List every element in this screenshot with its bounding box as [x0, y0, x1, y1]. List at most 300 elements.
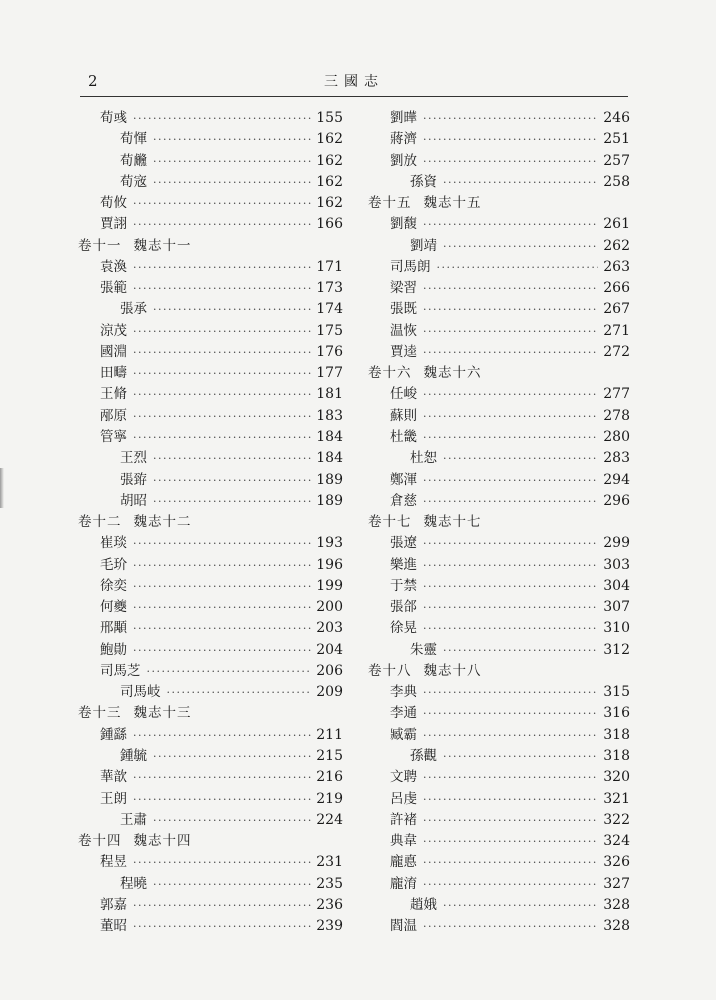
entry-page-number: 326: [603, 854, 630, 871]
entry-page-number: 193: [316, 535, 343, 552]
toc-entry: [78, 661, 343, 682]
entry-name: 王烈: [120, 450, 147, 467]
toc-entry: [78, 555, 343, 576]
entry-page-number: 310: [603, 620, 630, 637]
entry-name: 龐淯: [390, 875, 417, 892]
dot-leader: [133, 278, 311, 299]
dot-leader: [423, 491, 598, 512]
toc-column-left: [78, 108, 343, 934]
toc-entry: [78, 342, 343, 363]
entry-page-number: 189: [316, 471, 343, 488]
toc-entry: [368, 916, 630, 937]
entry-name: 許褚: [390, 811, 417, 828]
entry-page-number: 200: [316, 599, 343, 616]
dot-leader: [133, 852, 311, 873]
entry-page-number: 231: [316, 854, 343, 871]
dot-leader: [133, 789, 311, 810]
entry-name: 梁習: [390, 280, 417, 297]
toc-entry: [368, 831, 630, 852]
entry-page-number: 272: [603, 343, 630, 360]
dot-leader: [423, 852, 598, 873]
entry-name: 臧霸: [390, 726, 417, 743]
section-volume: 卷十四: [78, 833, 122, 850]
toc-entry: [78, 470, 343, 491]
toc-entry: [78, 363, 343, 384]
toc-entry: [368, 533, 630, 554]
toc-entry: [368, 151, 630, 172]
entry-page-number: 177: [316, 365, 343, 382]
dot-leader: [423, 406, 598, 427]
entry-name: 朱靈: [410, 641, 437, 658]
entry-page-number: 235: [316, 875, 343, 892]
entry-name: 蘇則: [390, 407, 417, 424]
entry-name: 典韋: [390, 833, 417, 850]
dot-leader: [423, 831, 598, 852]
toc-entry: [78, 810, 343, 831]
entry-page-number: 155: [316, 110, 343, 126]
dot-leader: [153, 151, 311, 172]
entry-name: 鄭渾: [390, 471, 417, 488]
header-rule: [80, 96, 628, 97]
dot-leader: [423, 597, 598, 618]
entry-page-number: 176: [316, 343, 343, 360]
entry-name: 邢顒: [100, 620, 127, 637]
section-volume: 卷十三: [78, 705, 122, 722]
entry-page-number: 315: [603, 684, 630, 701]
dot-leader: [423, 321, 598, 342]
entry-name: 鍾繇: [100, 726, 127, 743]
toc-entry: [78, 214, 343, 235]
dot-leader: [423, 129, 598, 150]
toc-entry: [368, 342, 630, 363]
entry-name: 杜畿: [390, 428, 417, 445]
toc-entry: [368, 321, 630, 342]
entry-page-number: 166: [316, 216, 343, 233]
toc-entry: [368, 767, 630, 788]
entry-name: 鮑勛: [100, 641, 127, 658]
toc-section-heading: [368, 661, 630, 682]
dot-leader: [153, 491, 311, 512]
toc-entry: [368, 703, 630, 724]
dot-leader: [133, 342, 311, 363]
entry-page-number: 196: [316, 556, 343, 573]
entry-name: 管寧: [100, 428, 127, 445]
entry-page-number: 162: [316, 195, 343, 212]
entry-name: 徐奕: [100, 577, 127, 594]
dot-leader: [133, 384, 311, 405]
dot-leader: [423, 384, 598, 405]
toc-entry: [368, 214, 630, 235]
entry-name: 賈逵: [390, 343, 417, 360]
dot-leader: [423, 682, 598, 703]
dot-leader: [423, 108, 598, 129]
toc-entry: [368, 384, 630, 405]
toc-entry: [78, 533, 343, 554]
entry-page-number: 322: [603, 811, 630, 828]
dot-leader: [443, 746, 598, 767]
toc-entry: [78, 108, 343, 129]
section-title: 魏志十四: [133, 833, 192, 850]
entry-name: 何夔: [100, 599, 127, 616]
entry-name: 邴原: [100, 407, 127, 424]
dot-leader: [133, 767, 311, 788]
entry-page-number: 239: [316, 918, 343, 935]
section-volume: 卷十八: [368, 662, 412, 679]
dot-leader: [133, 321, 311, 342]
entry-page-number: 262: [603, 237, 630, 254]
dot-leader: [423, 299, 598, 320]
entry-page-number: 283: [603, 450, 630, 467]
toc-entry: [78, 491, 343, 512]
toc-entry: [368, 640, 630, 661]
toc-entry: [78, 172, 343, 193]
toc-entry: [78, 278, 343, 299]
entry-name: 國淵: [100, 343, 127, 360]
entry-page-number: 251: [603, 131, 630, 148]
entry-name: 荀攸: [100, 195, 127, 212]
entry-page-number: 206: [316, 662, 343, 679]
entry-name: 賈詡: [100, 216, 127, 233]
entry-name: 程昱: [100, 854, 127, 871]
toc-entry: [368, 895, 630, 916]
toc-entry: [78, 874, 343, 895]
entry-page-number: 318: [603, 726, 630, 743]
dot-leader: [423, 470, 598, 491]
entry-page-number: 173: [316, 280, 343, 297]
entry-page-number: 162: [316, 173, 343, 190]
entry-page-number: 183: [316, 407, 343, 424]
entry-name: 荀虪: [120, 152, 147, 169]
toc-entry: [368, 725, 630, 746]
dot-leader: [133, 214, 311, 235]
entry-page-number: 280: [603, 428, 630, 445]
dot-leader: [153, 810, 311, 831]
dot-leader: [423, 151, 598, 172]
toc-entry: [78, 916, 343, 937]
dot-leader: [423, 342, 598, 363]
dot-leader: [423, 214, 598, 235]
entry-name: 劉曄: [390, 110, 417, 126]
dot-leader: [133, 427, 311, 448]
entry-name: 王肅: [120, 811, 147, 828]
toc-entry: [78, 725, 343, 746]
section-title: 魏志十八: [423, 662, 482, 679]
entry-page-number: 278: [603, 407, 630, 424]
toc-entry: [78, 576, 343, 597]
dot-leader: [147, 661, 312, 682]
section-title: 魏志十二: [133, 514, 192, 531]
dot-leader: [423, 533, 598, 554]
entry-name: 袁渙: [100, 258, 127, 275]
dot-leader: [133, 618, 311, 639]
toc-entry: [78, 767, 343, 788]
entry-name: 趙娥: [410, 896, 437, 913]
entry-name: 張郃: [390, 599, 417, 616]
toc-section-heading: [368, 512, 630, 533]
entry-page-number: 316: [603, 705, 630, 722]
toc-entry: [78, 151, 343, 172]
entry-page-number: 277: [603, 386, 630, 403]
dot-leader: [133, 193, 311, 214]
dot-leader: [443, 640, 598, 661]
entry-page-number: 299: [603, 535, 630, 552]
toc-entry: [368, 257, 630, 278]
toc-entry: [78, 299, 343, 320]
entry-name: 閻温: [390, 918, 417, 935]
toc-entry: [368, 491, 630, 512]
section-title: 魏志十三: [133, 705, 192, 722]
dot-leader: [153, 172, 311, 193]
dot-leader: [423, 427, 598, 448]
entry-name: 呂虔: [390, 790, 417, 807]
toc-entry: [78, 597, 343, 618]
entry-name: 劉馥: [390, 216, 417, 233]
entry-page-number: 258: [603, 173, 630, 190]
toc-entry: [78, 321, 343, 342]
dot-leader: [423, 576, 598, 597]
section-volume: 卷十五: [368, 195, 412, 212]
entry-name: 李通: [390, 705, 417, 722]
toc-entry: [368, 682, 630, 703]
toc-entry: [368, 555, 630, 576]
entry-name: 樂進: [390, 556, 417, 573]
toc-column-right: [368, 108, 630, 934]
entry-page-number: 324: [603, 833, 630, 850]
entry-page-number: 219: [316, 790, 343, 807]
toc-entry: [78, 406, 343, 427]
section-volume: 卷十六: [368, 365, 412, 382]
entry-page-number: 303: [603, 556, 630, 573]
toc-entry: [368, 874, 630, 895]
dot-leader: [133, 640, 311, 661]
entry-page-number: 162: [316, 152, 343, 169]
entry-name: 任峻: [390, 386, 417, 403]
entry-page-number: 328: [603, 896, 630, 913]
dot-leader: [423, 555, 598, 576]
entry-name: 温恢: [390, 322, 417, 339]
toc-section-heading: [368, 363, 630, 384]
entry-name: 張既: [390, 301, 417, 318]
entry-page-number: 181: [316, 386, 343, 403]
dot-leader: [443, 895, 598, 916]
entry-page-number: 318: [603, 747, 630, 764]
toc-section-heading: [78, 236, 343, 257]
toc-entry: [78, 789, 343, 810]
dot-leader: [133, 916, 311, 937]
toc-entry: [368, 299, 630, 320]
dot-leader: [423, 767, 598, 788]
entry-page-number: 328: [603, 918, 630, 935]
dot-leader: [133, 597, 311, 618]
entry-page-number: 296: [603, 492, 630, 509]
dot-leader: [167, 682, 312, 703]
entry-name: 龐悳: [390, 854, 417, 871]
dot-leader: [153, 874, 311, 895]
toc-entry: [368, 406, 630, 427]
entry-page-number: 211: [316, 726, 343, 743]
entry-name: 孫資: [410, 173, 437, 190]
dot-leader: [443, 448, 598, 469]
entry-name: 華歆: [100, 769, 127, 786]
entry-name: 田疇: [100, 365, 127, 382]
entry-page-number: 171: [316, 258, 343, 275]
entry-page-number: 321: [603, 790, 630, 807]
entry-name: 王脩: [100, 386, 127, 403]
dot-leader: [443, 236, 598, 257]
entry-page-number: 204: [316, 641, 343, 658]
dot-leader: [153, 746, 311, 767]
dot-leader: [153, 299, 311, 320]
entry-page-number: 257: [603, 152, 630, 169]
dot-leader: [133, 555, 311, 576]
entry-name: 董昭: [100, 918, 127, 935]
toc-entry: [78, 129, 343, 150]
entry-name: 荀彧: [100, 110, 127, 126]
toc-entry: [78, 257, 343, 278]
toc-entry: [368, 470, 630, 491]
entry-page-number: 209: [316, 684, 343, 701]
toc-entry: [368, 236, 630, 257]
entry-page-number: 175: [316, 322, 343, 339]
entry-page-number: 203: [316, 620, 343, 637]
toc-entry: [368, 789, 630, 810]
toc-entry: [368, 852, 630, 873]
entry-page-number: 327: [603, 875, 630, 892]
entry-page-number: 199: [316, 577, 343, 594]
dot-leader: [153, 470, 311, 491]
entry-name: 徐晃: [390, 620, 417, 637]
running-title: 三國志: [324, 74, 384, 90]
entry-page-number: 184: [316, 428, 343, 445]
entry-name: 郭嘉: [100, 896, 127, 913]
entry-name: 王朗: [100, 790, 127, 807]
toc-section-heading: [78, 512, 343, 533]
entry-name: 荀宼: [120, 173, 147, 190]
entry-name: 杜恕: [410, 450, 437, 467]
section-title: 魏志十六: [423, 365, 482, 382]
toc-entry: [78, 852, 343, 873]
entry-name: 張臶: [120, 471, 147, 488]
toc-entry: [368, 172, 630, 193]
entry-page-number: 304: [603, 577, 630, 594]
entry-name: 倉慈: [390, 492, 417, 509]
entry-name: 張範: [100, 280, 127, 297]
entry-page-number: 215: [316, 747, 343, 764]
section-title: 魏志十五: [423, 195, 482, 212]
entry-page-number: 271: [603, 322, 630, 339]
entry-name: 劉放: [390, 152, 417, 169]
dot-leader: [423, 810, 598, 831]
entry-name: 司馬朗: [390, 258, 431, 275]
entry-name: 李典: [390, 684, 417, 701]
entry-name: 毛玠: [100, 556, 127, 573]
dot-leader: [133, 576, 311, 597]
entry-name: 劉靖: [410, 237, 437, 254]
entry-page-number: 320: [603, 769, 630, 786]
dot-leader: [133, 725, 311, 746]
section-title: 魏志十一: [133, 237, 192, 254]
dot-leader: [437, 257, 599, 278]
entry-name: 鍾毓: [120, 747, 147, 764]
page-number: 2: [88, 72, 98, 90]
dot-leader: [423, 789, 598, 810]
entry-page-number: 162: [316, 131, 343, 148]
entry-page-number: 261: [603, 216, 630, 233]
toc-entry: [368, 618, 630, 639]
dot-leader: [423, 874, 598, 895]
toc-entry: [78, 427, 343, 448]
dot-leader: [423, 916, 598, 937]
entry-name: 荀惲: [120, 131, 147, 148]
dot-leader: [133, 533, 311, 554]
entry-name: 司馬芝: [100, 662, 141, 679]
dot-leader: [153, 129, 311, 150]
toc-entry: [78, 448, 343, 469]
toc-entry: [368, 129, 630, 150]
toc-entry: [368, 746, 630, 767]
page-header: [80, 70, 628, 94]
entry-page-number: 246: [603, 110, 630, 126]
entry-name: 蔣濟: [390, 131, 417, 148]
entry-name: 程曉: [120, 875, 147, 892]
entry-name: 司馬岐: [120, 684, 161, 701]
toc-entry: [78, 640, 343, 661]
toc-entry: [78, 618, 343, 639]
entry-page-number: 224: [316, 811, 343, 828]
dot-leader: [133, 257, 311, 278]
toc-entry: [368, 597, 630, 618]
dot-leader: [133, 108, 311, 129]
section-volume: 卷十一: [78, 237, 122, 254]
toc-entry: [368, 448, 630, 469]
entry-page-number: 267: [603, 301, 630, 318]
entry-name: 于禁: [390, 577, 417, 594]
entry-name: 文聘: [390, 769, 417, 786]
toc-entry: [78, 895, 343, 916]
entry-page-number: 263: [603, 258, 630, 275]
entry-page-number: 236: [316, 896, 343, 913]
entry-page-number: 312: [603, 641, 630, 658]
toc-entry: [368, 278, 630, 299]
entry-name: 涼茂: [100, 322, 127, 339]
toc-entry: [78, 193, 343, 214]
entry-page-number: 174: [316, 301, 343, 318]
entry-name: 胡昭: [120, 492, 147, 509]
dot-leader: [133, 363, 311, 384]
entry-page-number: 307: [603, 599, 630, 616]
toc-entry: [78, 384, 343, 405]
section-volume: 卷十七: [368, 514, 412, 531]
toc-section-heading: [368, 193, 630, 214]
toc-entry: [78, 682, 343, 703]
dot-leader: [423, 725, 598, 746]
toc-entry: [368, 576, 630, 597]
page-edge-shadow: [0, 468, 4, 508]
section-title: 魏志十七: [423, 514, 482, 531]
dot-leader: [423, 278, 598, 299]
dot-leader: [133, 406, 311, 427]
dot-leader: [133, 895, 311, 916]
dot-leader: [423, 703, 598, 724]
dot-leader: [153, 448, 311, 469]
entry-page-number: 216: [316, 769, 343, 786]
toc-section-heading: [78, 831, 343, 852]
toc-section-heading: [78, 703, 343, 724]
entry-name: 張遼: [390, 535, 417, 552]
entry-page-number: 184: [316, 450, 343, 467]
section-volume: 卷十二: [78, 514, 122, 531]
toc-entry: [78, 746, 343, 767]
